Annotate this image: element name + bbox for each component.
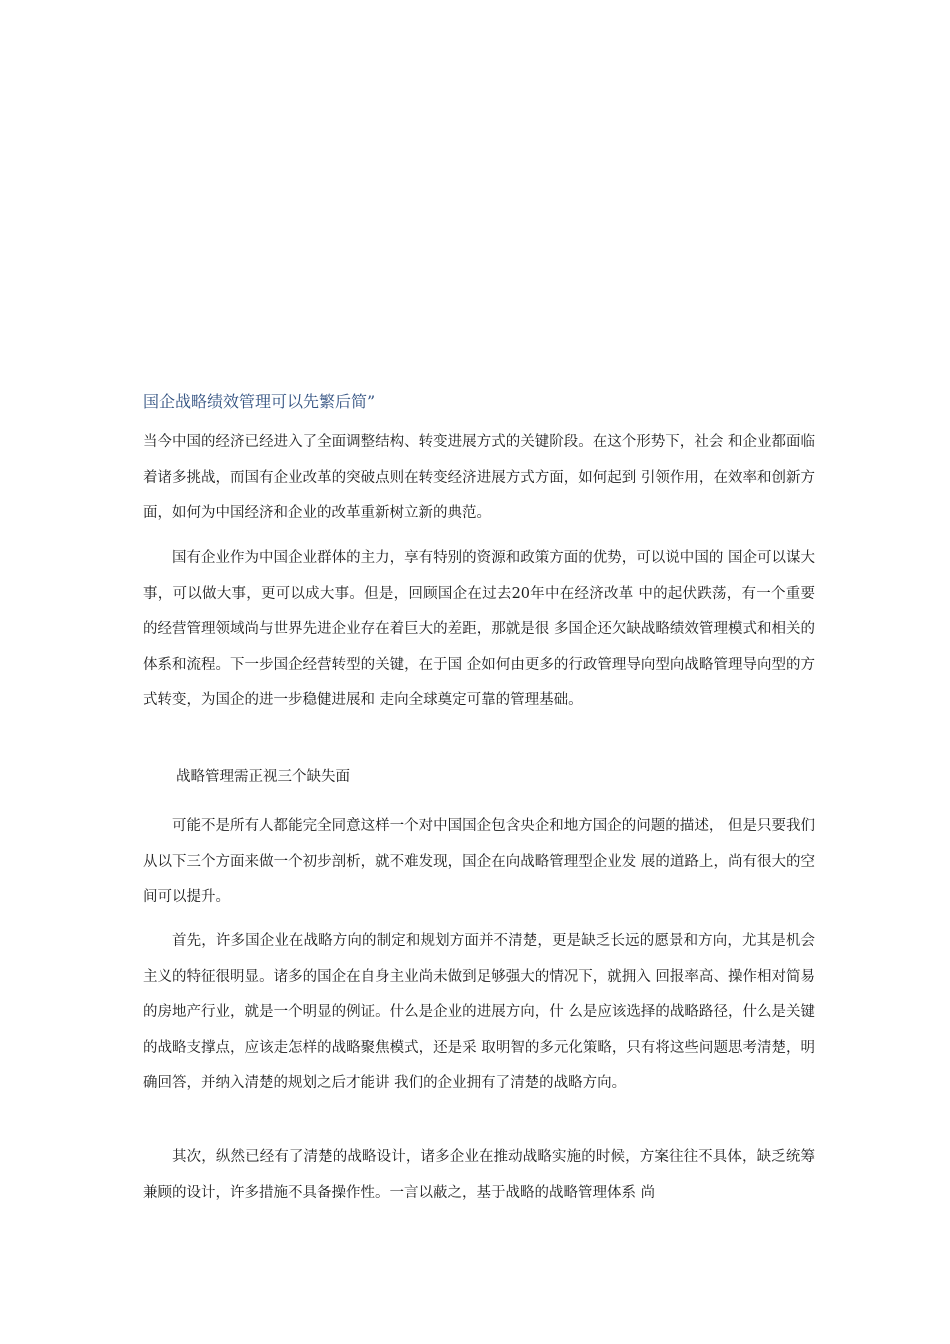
paragraph-intro: 当今中国的经济已经进入了全面调整结构、转变进展方式的关键阶段。在这个形势下，社会 和企业都面临着诸多挑战，而国有企业改革的突破点则在转变经济进展方式方面，如何起到 引领作用，在效率和创新方面，如何为中国经济和企业的改革重新树立新的典范。 xyxy=(143,434,815,522)
paragraph-state-enterprises: 国有企业作为中国企业群体的主力，享有特别的资源和政策方面的优势，可以说中国的 国企可以谋大事，可以做大事，更可以成大事。但是，回顾国企在过去20年中在经济改革 中的起伏跌荡，有一个重要的经营管理领域尚与世界先进企业存在着巨大的差距，那就是很 多国企还欠缺战略绩效管理模式和相关的体系和流程。下一步国企经营转型的关键，在于国 企如何由更多的行政管理导向型向战略管理导向型的方式转变，为国企的进一步稳健进展和 走向全球奠定可靠的管理基础。 xyxy=(143,550,815,709)
document-title: 国企战略绩效管理可以先繁后简” xyxy=(143,392,376,411)
paragraph-first-point: 首先，许多国企业在战略方向的制定和规划方面并不清楚，更是缺乏长远的愿景和方向，尤其是机会主义的特征很明显。诸多的国企在自身主业尚未做到足够强大的情况下，就拥入 回报率高、操作相对简易的房地产行业，就是一个明显的例证。什么是企业的进展方向，什 么是应该选择的战略路径，什么是关键的战略支撑点，应该走怎样的战略聚焦模式，还是采 取明智的多元化策略，只有将这些问题思考清楚，明确回答，并纳入清楚的规划之后才能讲 我们的企业拥有了清楚的战略方向。 xyxy=(143,933,815,1092)
paragraph-analysis: 可能不是所有人都能完全同意这样一个对中国国企包含央企和地方国企的问题的描述， 但是只要我们从以下三个方面来做一个初步剖析，就不难发现，国企在向战略管理型企业发 展的道路上，尚有很大的空间可以提升。 xyxy=(143,818,815,906)
paragraph-second-point: 其次，纵然已经有了清楚的战略设计，诸多企业在推动战略实施的时候，方案往往不具体，缺乏统筹兼顾的设计，许多措施不具备操作性。一言以蔽之，基于战略的战略管理体系 尚 xyxy=(143,1149,815,1201)
section-subheading: 战略管理需正视三个缺失面 xyxy=(176,769,350,785)
